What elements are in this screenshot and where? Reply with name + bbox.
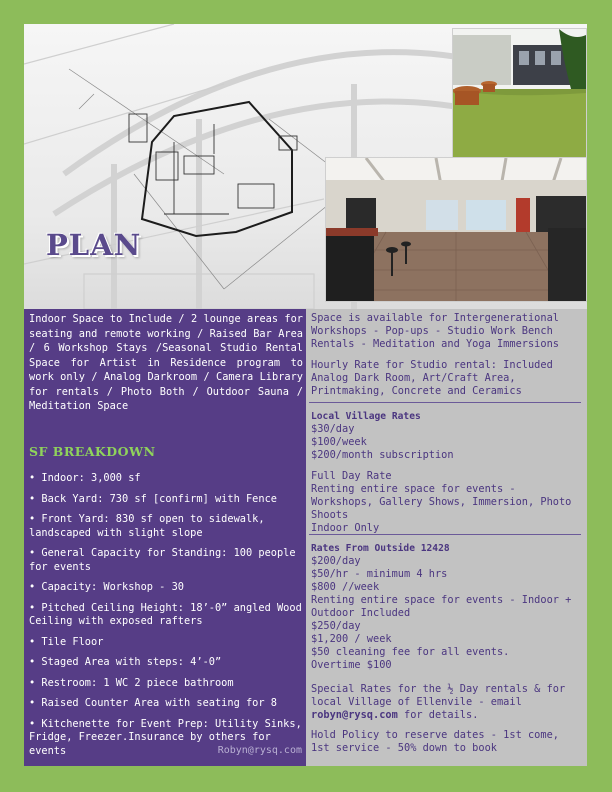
special-rates-outro: for details. [397, 709, 479, 721]
divider [309, 402, 581, 403]
rate-line: Renting entire space for events - Workshops, Gallery Shows, Immersion, Photo Shoots [311, 483, 572, 521]
full-day-heading: Full Day Rate [311, 470, 392, 482]
special-rates-intro: Special Rates for the ½ Day rentals & for local Village of Ellenvile - email [311, 683, 566, 708]
special-rates-text [311, 683, 582, 722]
sf-breakdown-list [29, 472, 303, 758]
local-rates-block [311, 410, 582, 462]
plan-title: PLAN [46, 228, 142, 262]
full-day-block [311, 470, 582, 535]
rate-line: $800 //week [311, 581, 380, 593]
rates-panel [306, 309, 587, 766]
space-intro-text: Indoor Space to Include / 2 lounge areas for seating and remote working / Raised Bar Area / 6 Workshop Stays /Seasonal Studio Rental Space for Artist in Residence program to work only / Analog Darkroom / Camera Library for rentals / Photo Both / Outdoor Sauna / Meditation Space [29, 313, 303, 412]
outside-rates-heading: Rates From Outside 12428 [311, 543, 450, 554]
list-item: • Capacity: Workshop - 30 [29, 581, 184, 593]
rate-line: Renting entire space for events - Indoor + Outdoor Included [311, 594, 572, 619]
hold-policy-text: Hold Policy to reserve dates - 1st come, 1st service - 50% down to book [311, 729, 559, 754]
sf-breakdown-heading: SF BREAKDOWN [29, 444, 156, 459]
local-rates-heading: Local Village Rates [311, 411, 421, 422]
rate-line: $50/hr - minimum 4 hrs [311, 568, 448, 580]
list-item: • General Capacity for Standing: 100 people for events [29, 547, 296, 573]
cleaning-fee-block [311, 646, 582, 672]
list-item: • Restroom: 1 WC 2 piece bathroom [29, 676, 234, 689]
rate-line: $200/month subscription [311, 449, 454, 461]
backyard-photo-drawing [453, 29, 586, 157]
special-rates-email-link[interactable]: robyn@rysq.com [311, 709, 398, 721]
list-item: • Kitchenette for Event Prep: Utility Sinks, Fridge, Freezer.Insurance by others for events [29, 717, 302, 757]
list-item: • Front Yard: 830 sf open to sidewalk, landscaped with slight slope [29, 513, 265, 539]
availability-text: Space is available for Intergenerational Workshops - Pop-ups - Studio Work Bench Rentals - Meditation and Yoga Immersions [311, 312, 559, 350]
hourly-rate-text: Hourly Rate for Studio rental: Included Analog Dark Room, Art/Craft Area, Printmaking, Concrete and Ceramics [311, 359, 553, 397]
interior-photo-drawing [326, 158, 586, 301]
left-info-panel [24, 309, 306, 766]
contact-email-link[interactable]: Robyn@rysq.com [217, 745, 302, 756]
interior-photo [325, 157, 587, 302]
outside-rates-block [311, 542, 582, 646]
rate-line: $1,200 / week [311, 633, 392, 645]
divider [309, 534, 581, 535]
hero-section [24, 24, 587, 309]
rate-line: $250/day [311, 620, 361, 632]
flyer-sheet [24, 24, 587, 766]
backyard-photo [452, 28, 587, 158]
list-item: • Raised Counter Area with seating for 8 [29, 697, 277, 709]
rate-line: $100/week [311, 436, 367, 448]
list-item: • Tile Floor [29, 635, 104, 648]
list-item: • Indoor: 3,000 sf [29, 472, 141, 484]
rate-line: $30/day [311, 423, 355, 435]
fee-line: $50 cleaning fee for all events. [311, 646, 510, 658]
list-item: • Pitched Ceiling Height: 18’-0” angled Wood Ceiling with exposed rafters [29, 601, 302, 627]
list-item: • Staged Area with steps: 4’-0” [29, 656, 222, 668]
rate-line: Indoor Only [311, 522, 380, 534]
fee-line: Overtime $100 [311, 659, 392, 671]
rate-line: $200/day [311, 555, 361, 567]
list-item: • Back Yard: 730 sf [confirm] with Fence [29, 492, 277, 505]
